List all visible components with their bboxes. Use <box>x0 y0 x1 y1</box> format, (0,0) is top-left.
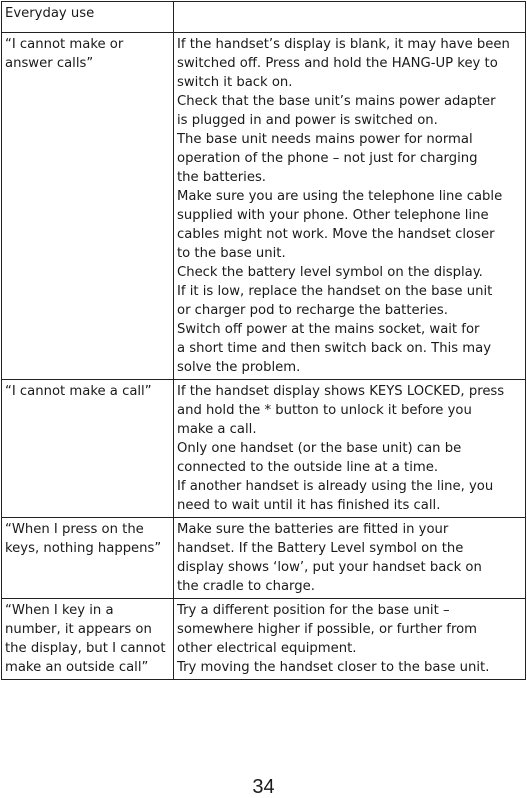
solution-line: other electrical equipment. <box>177 641 357 656</box>
table-row <box>2 380 526 518</box>
problem-line: keys, nothing happens” <box>5 541 162 556</box>
table-row <box>2 599 526 680</box>
solution-line: Try a different position for the base unit – <box>177 603 450 618</box>
solution-line: If the handset’s display is blank, it may have been <box>177 37 510 52</box>
table-row <box>2 33 526 380</box>
solution-cell <box>174 518 526 599</box>
solution-line: switch it back on. <box>177 75 293 90</box>
solution-cell <box>174 599 526 680</box>
header-empty <box>174 2 526 33</box>
solution-line: display shows ‘low’, put your handset back on <box>177 560 482 575</box>
solution-line: If it is low, replace the handset on the base unit <box>177 284 493 299</box>
solution-line: Make sure the batteries are fitted in your <box>177 522 449 537</box>
problem-line: “When I press on the <box>5 522 144 537</box>
solution-line: solve the problem. <box>177 360 301 375</box>
header-everyday-use: Everyday use <box>2 2 174 33</box>
solution-line: and hold the * button to unlock it before you <box>177 403 472 418</box>
solution-cell <box>174 380 526 518</box>
solution-line: supplied with your phone. Other telephone line <box>177 208 489 223</box>
solution-line: Check the battery level symbol on the display. <box>177 265 483 280</box>
solution-line: the batteries. <box>177 170 267 185</box>
problem-cell <box>2 380 174 518</box>
solution-line: handset. If the Battery Level symbol on the <box>177 541 464 556</box>
problem-cell <box>2 33 174 380</box>
solution-line: to the base unit. <box>177 246 286 261</box>
problem-line: “I cannot make or <box>5 37 124 52</box>
problem-line: “When I key in a <box>5 603 114 618</box>
solution-line: The base unit needs mains power for normal <box>177 132 473 147</box>
problem-line: make an outside call” <box>5 660 149 675</box>
page-number: 34 <box>252 776 275 798</box>
solution-line: Check that the base unit’s mains power adapter <box>177 94 496 109</box>
solution-line: Switch off power at the mains socket, wait for <box>177 322 480 337</box>
solution-line: Only one handset (or the base unit) can be <box>177 441 462 456</box>
table-row <box>2 518 526 599</box>
troubleshooting-table <box>1 1 526 680</box>
solution-line: is plugged in and power is switched on. <box>177 113 438 128</box>
solution-line: somewhere higher if possible, or further from <box>177 622 477 637</box>
solution-line: operation of the phone – not just for charging <box>177 151 478 166</box>
solution-line: or charger pod to recharge the batteries. <box>177 303 448 318</box>
problem-cell <box>2 599 174 680</box>
solution-line: Try moving the handset closer to the base unit. <box>177 660 490 675</box>
problem-line: the display, but I cannot <box>5 641 166 656</box>
problem-line: number, it appears on <box>5 622 152 637</box>
solution-line: switched off. Press and hold the HANG-UP key to <box>177 56 498 71</box>
solution-line: If the handset display shows KEYS LOCKED, press <box>177 384 505 399</box>
solution-line: need to wait until it has finished its call. <box>177 498 441 513</box>
solution-line: a short time and then switch back on. This may <box>177 341 492 356</box>
solution-line: If another handset is already using the line, you <box>177 479 494 494</box>
solution-line: cables might not work. Move the handset closer <box>177 227 495 242</box>
solution-cell <box>174 33 526 380</box>
solution-line: Make sure you are using the telephone line cable <box>177 189 503 204</box>
solution-line: make a call. <box>177 422 257 437</box>
solution-line: the cradle to charge. <box>177 579 315 594</box>
problem-line: “I cannot make a call” <box>5 384 152 399</box>
problem-cell <box>2 518 174 599</box>
solution-line: connected to the outside line at a time. <box>177 460 439 475</box>
problem-line: answer calls” <box>5 56 94 71</box>
table-header-row <box>2 2 526 33</box>
